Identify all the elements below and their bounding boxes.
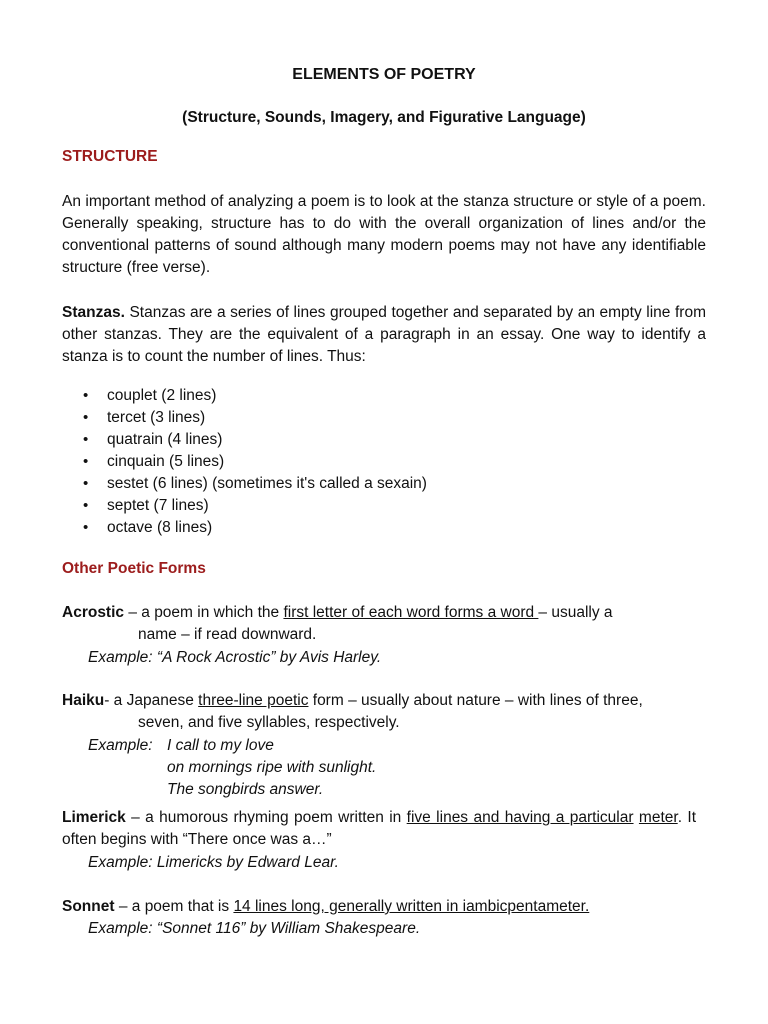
list-item: • tercet (3 lines): [62, 407, 427, 429]
sonnet-term: Sonnet: [62, 898, 115, 915]
sonnet-text: – a poem that is: [114, 898, 234, 915]
haiku-example-label: Example:: [88, 737, 153, 754]
limerick-text: – a humorous rhyming poem written in: [125, 809, 407, 826]
stanzas-text: Stanzas are a series of lines grouped together and separated by an empty line from other stanzas. They are the equivalent of a paragraph in an essay. One way to identify a stanza is to count the number of lines. Thus:: [62, 304, 706, 365]
limerick-term: Limerick: [62, 809, 126, 826]
haiku-text: - a Japanese: [104, 692, 199, 709]
haiku-underlined: three-line poetic: [198, 692, 309, 709]
stanzas-paragraph: [62, 302, 706, 368]
acrostic-underlined: first letter of each word forms a word: [283, 604, 539, 621]
stanzas-term: Stanzas.: [62, 304, 125, 321]
haiku-line: I call to my love: [167, 737, 274, 754]
sonnet-entry: [62, 896, 696, 918]
limerick-entry: [62, 807, 696, 851]
acrostic-entry: [62, 602, 696, 646]
list-item: • quatrain (4 lines): [62, 429, 427, 451]
stanza-types-list: [62, 385, 427, 539]
list-item: • couplet (2 lines): [62, 385, 427, 407]
acrostic-text: – a poem in which the: [124, 604, 284, 621]
haiku-term: Haiku: [62, 692, 105, 709]
other-forms-heading: Other Poetic Forms: [62, 560, 206, 577]
haiku-text-end: form – usually about nature – with lines of three,: [308, 692, 643, 709]
haiku-line: on mornings ripe with sunlight.: [167, 759, 377, 776]
list-item: • octave (8 lines): [62, 517, 427, 539]
acrostic-example: Example: “A Rock Acrostic” by Avis Harley.: [88, 649, 382, 666]
limerick-underlined: five lines and having a particular: [406, 809, 634, 826]
page-subtitle: (Structure, Sounds, Imagery, and Figurative Language): [182, 109, 586, 126]
limerick-text-end: . It often begins with “There once was a…”: [62, 809, 696, 848]
haiku-entry: [62, 690, 696, 734]
haiku-continuation: seven, and five syllables, respectively.: [138, 714, 400, 731]
sonnet-example: Example: “Sonnet 116” by William Shakespeare.: [88, 920, 421, 937]
list-item: • cinquain (5 lines): [62, 451, 427, 473]
acrostic-text-end: – usually a: [538, 604, 613, 621]
structure-heading: STRUCTURE: [62, 148, 158, 165]
haiku-line: The songbirds answer.: [167, 781, 324, 798]
acrostic-term: Acrostic: [62, 604, 125, 621]
limerick-underlined-meter: meter: [638, 809, 678, 826]
acrostic-continuation: name – if read downward.: [138, 626, 317, 643]
list-item: • sestet (6 lines) (sometimes it's called a sexain): [62, 473, 427, 495]
structure-paragraph: An important method of analyzing a poem is to look at the stanza structure or style of a poem. Generally speaking, structure has to do with the overall organization of lines and/or the conventional patterns of sound although many modern poems may not have any identifiable structure (free verse).: [62, 193, 706, 276]
list-item: • septet (7 lines): [62, 495, 427, 517]
sonnet-underlined: 14 lines long, generally written in iambicpentameter.: [233, 898, 590, 915]
page-title: ELEMENTS OF POETRY: [292, 66, 476, 83]
limerick-example: Example: Limericks by Edward Lear.: [88, 854, 339, 871]
